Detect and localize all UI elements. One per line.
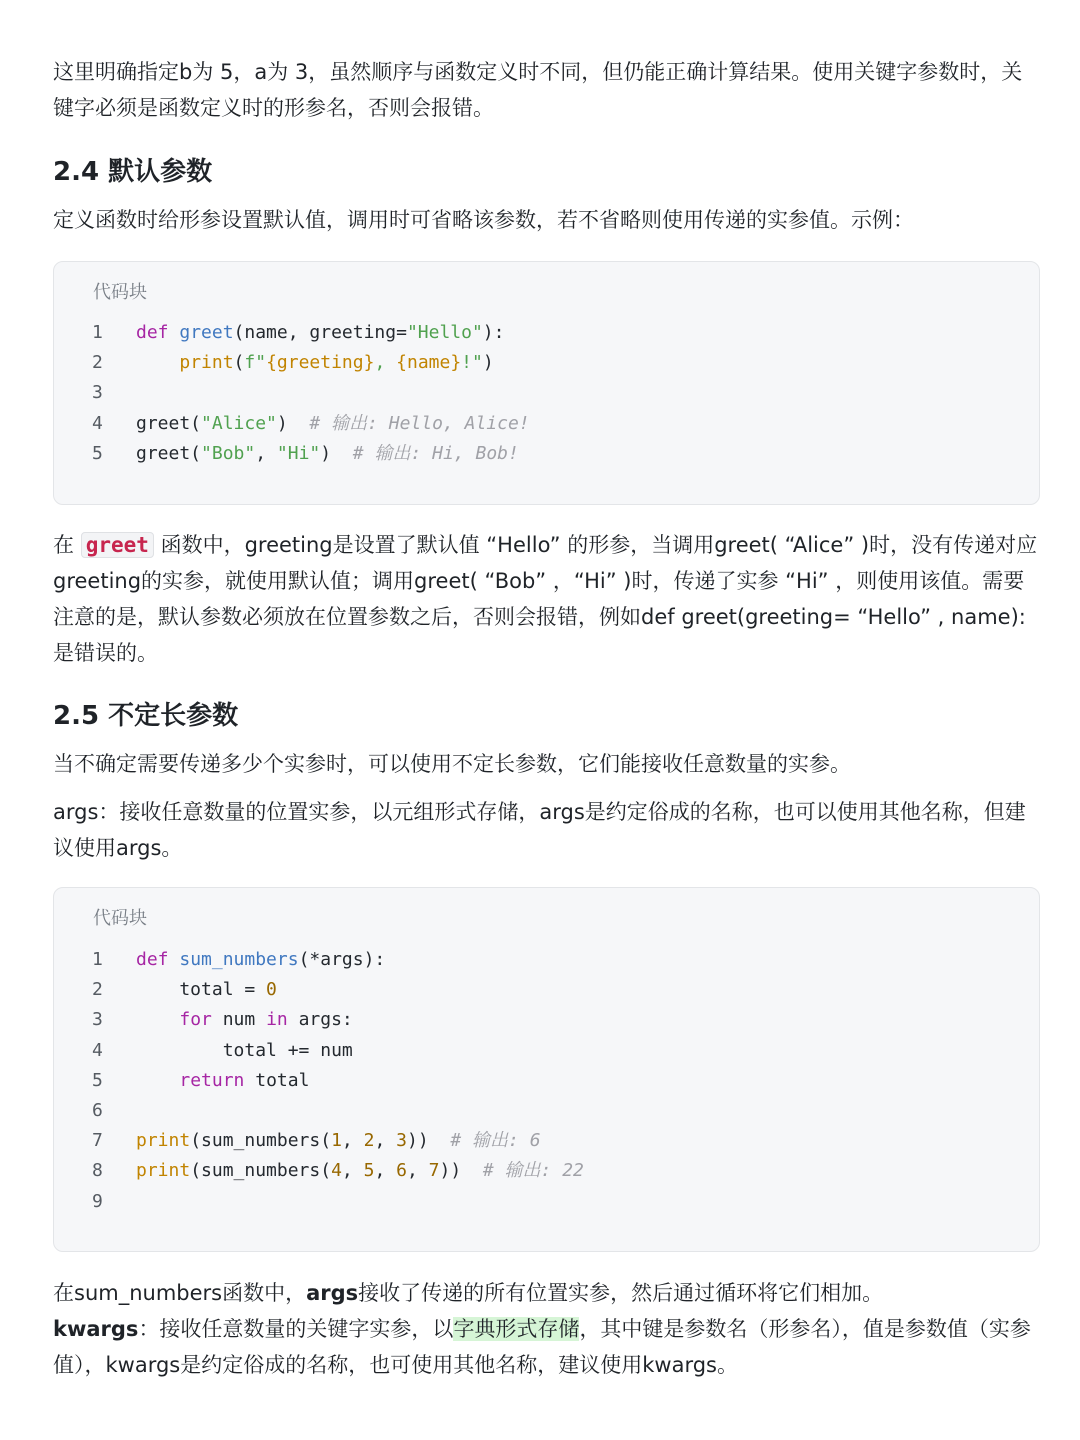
code-line (54, 945, 1039, 975)
code-line (54, 439, 1039, 469)
code-line (54, 1036, 1039, 1066)
code-text: total = 0 (136, 979, 277, 1001)
line-number: 7 (92, 1130, 103, 1152)
code-line (54, 348, 1039, 378)
line-number: 1 (92, 949, 103, 970)
code-line (54, 378, 1039, 408)
line-number: 5 (92, 442, 103, 464)
kwargs-highlight: 字典形式存储 (453, 1317, 580, 1341)
code-text: def sum_numbers(*args): (136, 949, 386, 970)
code-text: greet("Alice") # 输出: Hello, Alice! (136, 412, 530, 434)
code-line (54, 1126, 1039, 1156)
explain-body: 函数中，greeting是设置了默认值 “Hello” 的形参，当调用greet( “Alice” )时，没有传递对应greeting的实参，就使用默认值；调用greet( “Bob” ，“Hi” )时，传递了实参 “Hi” ，则使用该值。需要注意的是，默认参数必须放在位置参数之后，否则会报错，例如def greet(greeting= “Hello” , name):是错误的。 (53, 533, 1038, 665)
variable-params-description: 当不确定需要传递多少个实参时，可以使用不定长参数，它们能接收任意数量的实参。 (53, 752, 851, 776)
heading-default-params: 2.4 默认参数 (53, 157, 213, 187)
code-block-title: 代码块 (93, 908, 147, 929)
line-number: 8 (92, 1160, 103, 1182)
code-block-sum-numbers (53, 887, 1040, 1252)
code-block-title: 代码块 (93, 282, 147, 303)
code-lines (54, 318, 1039, 469)
code-line (54, 1187, 1039, 1217)
code-text: print(sum_numbers(1, 2, 3)) # 输出: 6 (136, 1130, 541, 1152)
code-line (54, 318, 1039, 348)
line-number: 4 (92, 412, 103, 434)
heading-variable-params: 2.5 不定长参数 (53, 701, 239, 731)
code-text: total += num (136, 1039, 353, 1061)
code-block-greet (53, 261, 1040, 505)
default-params-description: 定义函数时给形参设置默认值，调用时可省略该参数，若不省略则使用传递的实参值。示例： (53, 208, 914, 232)
code-text: print(f"{greeting}, {name}!") (179, 352, 494, 374)
after-prefix: 在sum_numbers函数中， (53, 1281, 307, 1305)
code-text: return total (179, 1069, 310, 1091)
kwargs-prefix: ：接收任意数量的关键字实参，以 (138, 1317, 454, 1341)
code-line (54, 1096, 1039, 1126)
code-line (54, 975, 1039, 1005)
args-description: args：接收任意数量的位置实参，以元组形式存储，args是约定俗成的名称，也可以使用其他名称，但建议使用args。 (53, 800, 1026, 860)
code-text: def greet(name, greeting="Hello"): (136, 322, 505, 343)
code-line (54, 1066, 1039, 1096)
code-text: print(sum_numbers(4, 5, 6, 7)) # 输出: 22 (136, 1160, 584, 1182)
intro-paragraph: 这里明确指定b为 5，a为 3，虽然顺序与函数定义时不同，但仍能正确计算结果。使用关键字参数时，关键字必须是函数定义时的形参名，否则会报错。 (53, 60, 1023, 120)
line-number: 5 (92, 1069, 103, 1091)
kwargs-body: ，其中键是参数名（形参名），值是参数值（实参值），kwargs是约定俗成的名称，也可使用其他名称，建议使用kwargs。 (53, 1317, 1031, 1377)
line-number: 2 (92, 979, 103, 1001)
args-bold: args (306, 1281, 359, 1305)
args-explanation (53, 1275, 1038, 1383)
code-lines (54, 945, 1039, 1217)
line-number: 9 (92, 1190, 103, 1212)
code-line (54, 1005, 1039, 1035)
line-number: 4 (92, 1039, 103, 1061)
explain-prefix: 在 (53, 533, 81, 557)
after-body: 接收了传递的所有位置实参，然后通过循环将它们相加。 (358, 1281, 884, 1305)
code-text: greet("Bob", "Hi") # 输出: Hi, Bob! (136, 442, 519, 464)
line-number: 3 (92, 382, 103, 404)
code-line (54, 1156, 1039, 1186)
line-number: 3 (92, 1009, 103, 1031)
code-line (54, 409, 1039, 439)
greet-explanation (53, 527, 1038, 671)
inline-code-greet: greet (81, 532, 154, 558)
kwargs-bold: kwargs (53, 1317, 139, 1341)
line-number: 1 (92, 322, 103, 343)
code-text: for num in args: (179, 1009, 353, 1031)
line-number: 6 (92, 1099, 103, 1121)
line-number: 2 (92, 352, 103, 374)
